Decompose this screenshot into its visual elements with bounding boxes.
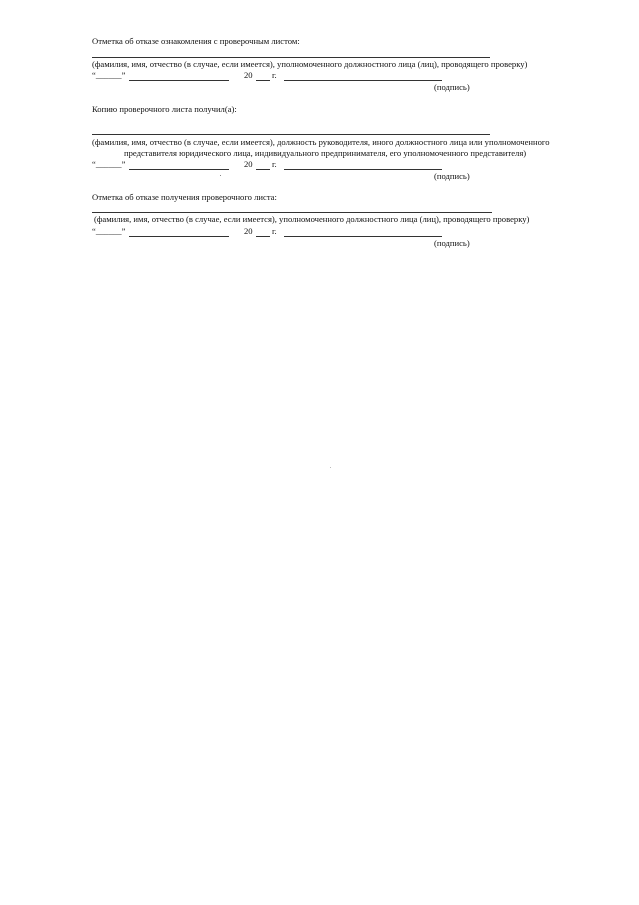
section-3-signature-line bbox=[284, 236, 442, 237]
section-3-name-line bbox=[92, 212, 492, 213]
section-2-date-month-line bbox=[129, 169, 229, 170]
section-2-name-caption-line2: представителя юридического лица, индивидуального предпринимателя, его уполномоченного представителя) bbox=[124, 148, 527, 158]
section-1-year-prefix: 20 bbox=[244, 70, 253, 80]
section-3-year-line bbox=[256, 236, 270, 237]
section-3-date-month-line bbox=[129, 236, 229, 237]
section-1-year-suffix: г. bbox=[272, 70, 277, 80]
section-1-date-month-line bbox=[129, 80, 229, 81]
section-1-name-caption: (фамилия, имя, отчество (в случае, если имеется), уполномоченного должностного лица (лиц), проводящего проверку) bbox=[92, 59, 528, 69]
section-1-signature-caption: (подпись) bbox=[434, 82, 470, 92]
section-3-year-prefix: 20 bbox=[244, 226, 253, 236]
section-2-name-line bbox=[92, 134, 490, 135]
section-1-year-line bbox=[256, 80, 270, 81]
section-1-name-line bbox=[92, 57, 490, 58]
section-2-date-day: “______” bbox=[92, 159, 126, 169]
scan-speck bbox=[220, 175, 221, 176]
scan-speck bbox=[330, 467, 331, 468]
section-3-date-day: “______” bbox=[92, 226, 126, 236]
section-2-year-suffix: г. bbox=[272, 159, 277, 169]
section-2-year-line bbox=[256, 169, 270, 170]
section-3-signature-caption: (подпись) bbox=[434, 238, 470, 248]
section-1-signature-line bbox=[284, 80, 442, 81]
section-1-date-day: “______” bbox=[92, 70, 126, 80]
section-1-heading: Отметка об отказе ознакомления с проверочным листом: bbox=[92, 36, 300, 46]
section-3-year-suffix: г. bbox=[272, 226, 277, 236]
section-3-heading: Отметка об отказе получения проверочного листа: bbox=[92, 192, 277, 202]
section-2-heading: Копию проверочного листа получил(а): bbox=[92, 104, 237, 114]
section-2-signature-caption: (подпись) bbox=[434, 171, 470, 181]
section-2-name-caption-line1: (фамилия, имя, отчество (в случае, если имеется), должность руководителя, иного должностного лица или уполномоченного bbox=[92, 137, 550, 147]
section-2-signature-line bbox=[284, 169, 442, 170]
section-3-name-caption: (фамилия, имя, отчество (в случае, если имеется), уполномоченного должностного лица (лиц), проводящего проверку) bbox=[94, 214, 530, 224]
section-2-year-prefix: 20 bbox=[244, 159, 253, 169]
